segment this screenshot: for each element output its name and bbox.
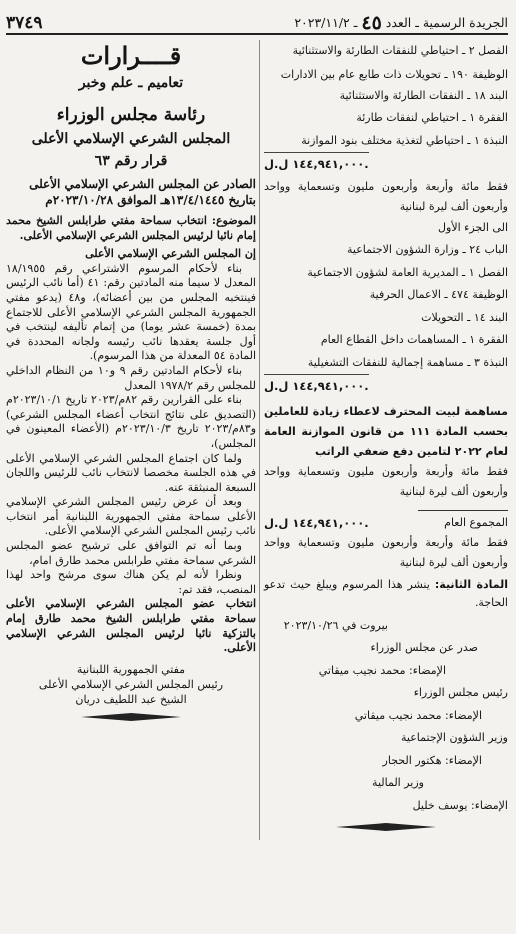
authority-heading: رئاسة مجلس الوزراء <box>56 105 206 125</box>
amount-in-words: فقط مائة وأربعة وأربعون مليون وتسعماية وواحد وأربعون ألف ليرة لبنانية <box>264 464 508 498</box>
budget-line: الوظيفة ١٩٠ ـ تحويلات ذات طابع عام بين الادارات <box>280 67 508 81</box>
signature-line: الإمضاء: محمد نجيب ميقاتي <box>318 663 446 677</box>
section-title: قــــرارات <box>80 41 182 70</box>
article-two-text: ينشر هذا المرسوم ويبلغ حيث تدعو الحاجة. <box>264 577 508 609</box>
right-column <box>264 40 508 823</box>
page-number: ٣٧٤٩ <box>6 13 43 33</box>
total-rule <box>418 510 508 511</box>
gazette-header-text <box>294 12 508 34</box>
total-amount: ١٤٤,٩٤١,٠٠٠ ل.ل. <box>264 515 369 530</box>
recital-paragraph: وبما أنه تم التوافق على ترشيح عضو المجلس الشرعي سماحة مفتي طرابلس محمد طارق امام، <box>6 539 256 567</box>
recital-paragraph: وبعد أن عرض رئيس المجلس الشرعي الإسلامي الأعلى سماحة مفتي الجمهورية اللبنانية أمر انتخاب نائب رئيس المجلس الشرعي الإسلامي الأعلى. <box>6 495 256 538</box>
article-two <box>264 573 508 612</box>
budget-line: النبذة ٣ ـ مساهمة إجمالية للنفقات التشغيلية <box>307 355 508 369</box>
issued-by: صدر عن مجلس الوزراء <box>370 641 478 654</box>
amount-in-words: فقط مائة وأربعة وأربعون مليون وتسعماية وواحد وأربعون ألف ليرة لبنانية <box>264 179 508 213</box>
budget-line: الفقرة ١ ـ المساهمات داخل القطاع العام <box>320 333 508 346</box>
issue-date: ـ ٢٠٢٣/١١/٢ <box>294 15 358 30</box>
budget-line: الى الجزء الأول <box>438 220 508 234</box>
signatory-title: مفتي الجمهورية اللبنانية <box>76 662 186 676</box>
signature-line: الإمضاء: يوسف خليل <box>412 798 508 812</box>
recital-paragraph: بناء على القرارين رقم ٨٢م/٢٠٢٣ تاريخ ٢٠٢٣/١٠/١م (التصديق على نتائج انتخاب أعضاء المجلس الشرعي) و٨٣م/٢٠٢٣ تاريخ ٢٠٢٣/١٠/٣م (الأعضاء المعينون في المجلس)، <box>6 393 256 450</box>
contribution-description: مساهمة لبيت المحترف لاعطاء زيادة للعاملين بحسب المادة ١١١ من قانون الموازنة العامة لعام ٢٠٢٢ لتامين دفع ضعفي الراتب <box>264 404 508 458</box>
end-ornament-icon <box>81 713 181 721</box>
recital-paragraph: ولما كان اجتماع المجلس الشرعي الإسلامي الأعلى في هذه الجلسة مخصصا لانتخاب نائب للرئيس واللجان السبعة المنبثقة عنه. <box>6 451 256 494</box>
recital-paragraph: ونظرا لأنه لم يكن هناك سوى مرشح واحد لهذا المنصب، فقد تم: <box>6 568 256 596</box>
signatory-name: الشيخ عبد اللطيف دريان <box>75 692 187 706</box>
gazette-title: الجريدة الرسمية ـ العدد <box>385 15 508 30</box>
amount-figure: ١٤٤,٩٤١,٠٠٠ ل.ل. <box>264 152 369 176</box>
place-date: بيروت في ٢٠٢٣/١٠/٢٦ <box>283 618 388 632</box>
left-column <box>6 40 256 713</box>
budget-line: الوظيفة ٤٧٤ ـ الاعمال الحرفية <box>369 288 508 301</box>
budget-line: النبذة ١ ـ احتياطي لتغذية مختلف بنود الموازنة <box>301 133 508 147</box>
article-two-label: المادة الثانية: <box>434 577 509 591</box>
signatory-title: رئيس مجلس الوزراء <box>413 686 508 699</box>
recital-paragraph: بناء لأحكام المادتين رقم ٩ و١٠ من النظام الداخلي للمجلس رقم ١٩٧٨/٢ المعدل <box>6 363 256 392</box>
amount-in-words: فقط مائة وأربعة وأربعون مليون وتسعماية وواحد وأربعون ألف ليرة لبنانية <box>264 535 508 569</box>
signature-line: الإمضاء: محمد نجيب ميقاتي <box>354 708 482 722</box>
total-label: المجموع العام <box>444 515 508 529</box>
issuer-line: الصادر عن المجلس الشرعي الإسلامي الأعلى <box>29 177 256 191</box>
signatory-title: رئيس المجلس الشرعي الإسلامي الأعلى <box>38 677 224 691</box>
issuer-date: بتاريخ ١٣/٤/١٤٤٥هـ الموافق ٢٠٢٣/١٠/٢٨م <box>45 193 256 207</box>
budget-line: الباب ٢٤ ـ وزارة الشؤون الاجتماعية <box>347 243 508 256</box>
budget-line: البند ١٨ ـ النفقات الطارئة والاستثنائية <box>339 88 508 102</box>
council-heading: المجلس الشرعي الإسلامي الأعلى <box>31 131 231 147</box>
amount-figure: ١٤٤,٩٤١,٠٠٠ ل.ل. <box>264 374 369 398</box>
signatory-title: وزير الشؤون الإجتماعية <box>401 731 508 744</box>
recital-paragraph: بناء لأحكام المرسوم الاشتراعي رقم ١٨/١٩٥٥ المعدل لا سيما منه المادتين رقم: ٤١ (أما نائب الرئيس فينتخبه المجلس من بين أعضائه)، و٤٨ (يدعو مفتي الجمهورية المجلس الشرعي الإسلامي الأعلى للاجتماع بمدة (خمسة عشر يوما) من إتمام تأليفه لينتخب في أول جلسة يعقدها نائب رئيسه ولجانه المحددة في المادة ٥٤ المعدلة من هذا المرسوم). <box>6 261 256 363</box>
section-subtitle: تعاميم ـ علم وخبر <box>78 75 184 91</box>
budget-line: الفقرة ١ ـ احتياطي لنفقات طارئة <box>356 111 508 124</box>
end-ornament-icon <box>336 823 436 831</box>
budget-line: الفصل ١ ـ المديرية العامة لشؤون الاجتماعية <box>307 265 508 279</box>
signatory-title: وزير المالية <box>372 776 424 789</box>
issue-number: ٤٥ <box>361 12 382 34</box>
signature-line: الإمضاء: هكتور الحجار <box>382 753 482 767</box>
header-rule <box>6 33 508 35</box>
column-divider <box>259 40 260 840</box>
decision-text: انتخاب عضو المجلس الشرعي الإسلامي الأعلى سماحة مفتي طرابلس الشيخ محمد طارق إمام بالتزكية نائبا لرئيس المجلس الشرعي الإسلامي الأعلى. <box>6 597 256 655</box>
decision-subject: الموضوع: انتخاب سماحة مفتي طرابلس الشيخ محمد إمام نائبا لرئيس المجلس الشرعي الإسلامي الأعلى. <box>6 214 256 242</box>
decision-intro: إن المجلس الشرعي الإسلامي الأعلى <box>85 247 256 261</box>
budget-line: البند ١٤ ـ التحويلات <box>421 310 508 324</box>
budget-line: الفصل ٢ ـ احتياطي للنفقات الطارئة والاستثنائية <box>292 44 508 57</box>
decision-number: قرار رقم ٦٣ <box>94 153 168 169</box>
page-header <box>6 6 508 34</box>
